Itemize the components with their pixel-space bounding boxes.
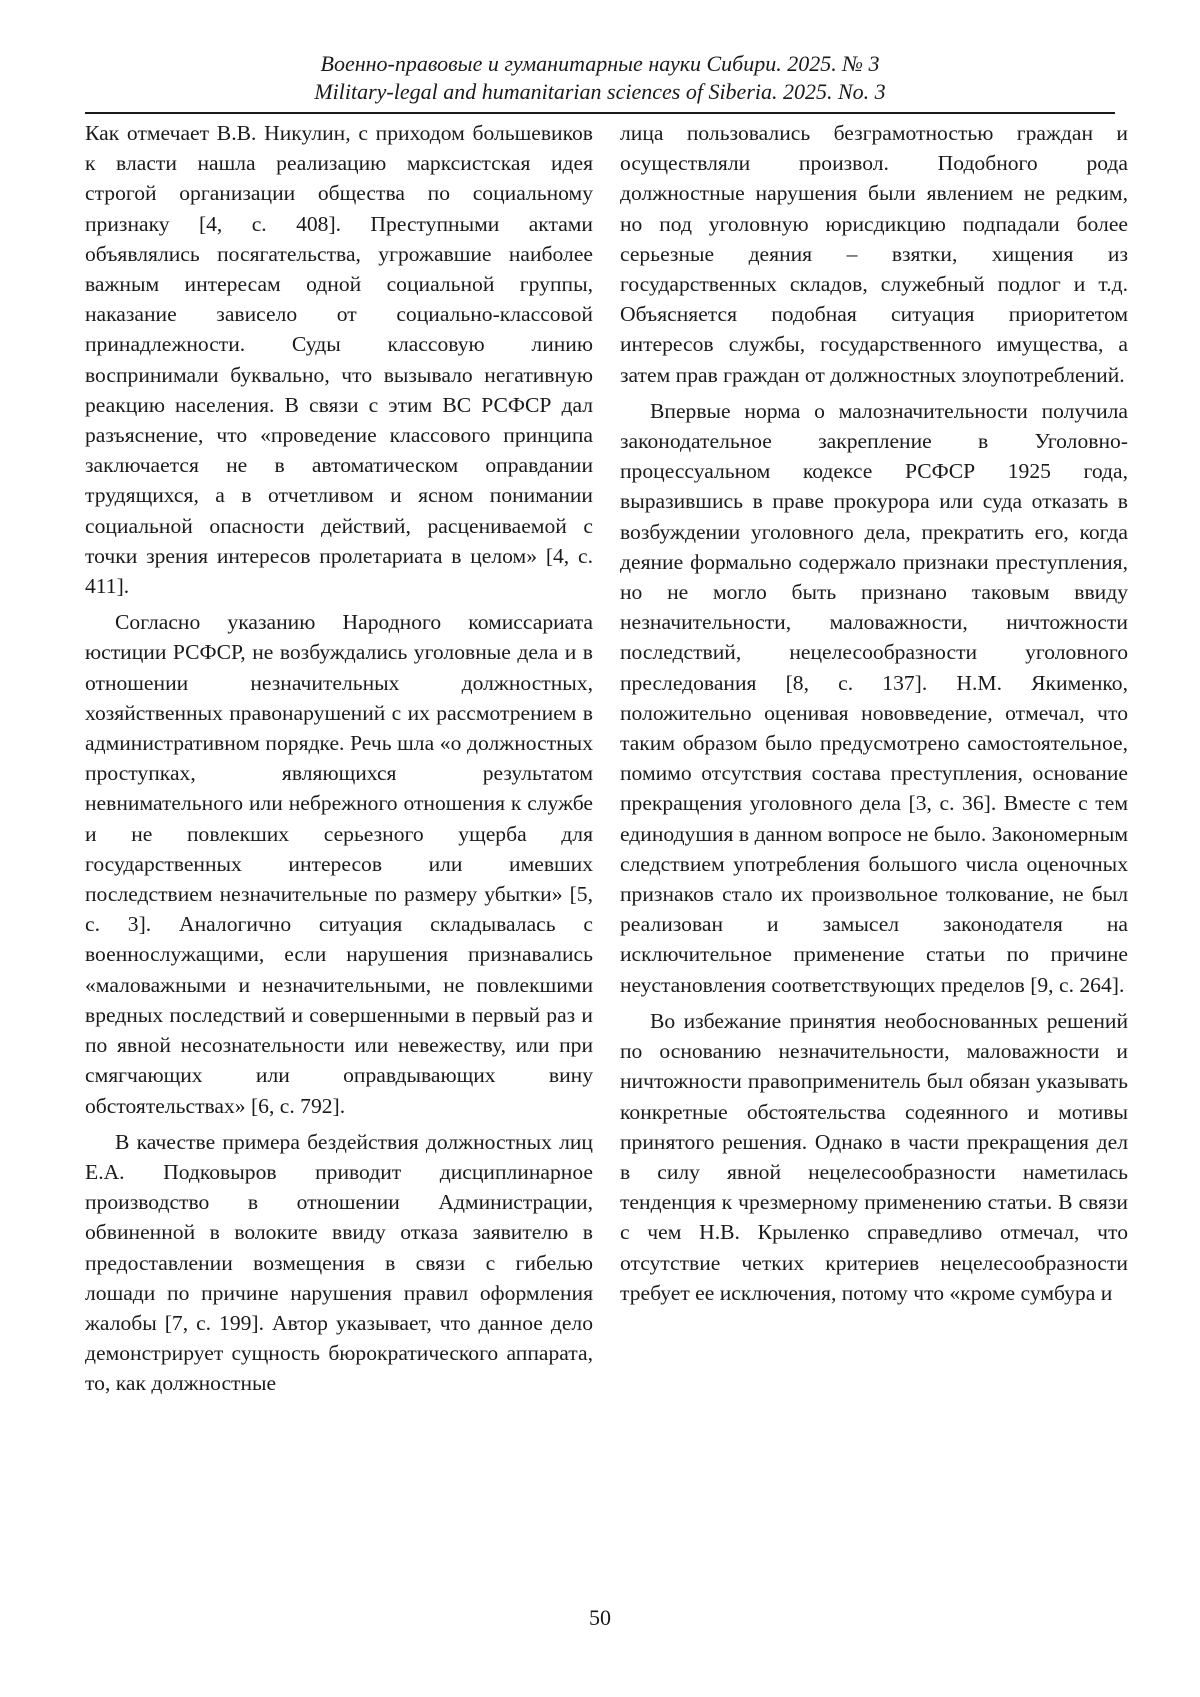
header-title-ru: Военно-правовые и гуманитарные науки Сибири. 2025. № 3 <box>320 51 880 76</box>
right-column <box>620 118 1128 1578</box>
paragraph: Впервые норма о малозначительности получила законодательное закрепление в Уголовно-процессуальном кодексе РСФСР 1925 года, выразившись в праве прокурора или суда отказать в возбуждении уголовного дела, прекратить его, когда деяние формально содержало признаки преступления, но не могло быть признано таковым ввиду незначительности, маловажности, ничтожности последствий, нецелесообразности уголовного преследования [8, с. 137]. Н.М. Якименко, положительно оценивая нововведение, отмечал, что таким образом было предусмотрено самостоятельное, помимо отсутствия состава преступления, основание прекращения уголовного дела [3, с. 36]. Вместе с тем единодушия в данном вопросе не было. Закономерным следствием употребления большого числа оценочных признаков стало их произвольное толкование, не был реализован и замысел законодателя на исключительное применение статьи по причине неустановления соответствующих пределов [9, с. 264]. <box>620 398 1128 997</box>
paragraph: лица пользовались безграмотностью граждан и осуществляли произвол. Подобного рода должностные нарушения были явлением не редким, но под уголовную юрисдикцию подпадали более серьезные деяния – взятки, хищения из государственных складов, служебный подлог и т.д. Объясняется подобная ситуация приоритетом интересов службы, государственного имущества, а затем прав граждан от должностных злоупотреблений. <box>620 121 1128 387</box>
paragraph: Во избежание принятия необоснованных решений по основанию незначительности, маловажности и ничтожности правоприменитель был обязан указывать конкретные обстоятельства содеянного и мотивы принятого решения. Однако в части прекращения дел в силу явной нецелесообразности наметилась тенденция к чрезмерному применению статьи. В связи с чем Н.В. Крыленко справедливо отмечал, что отсутствие четких критериев нецелесообразности требует ее исключения, потому что «кроме сумбура и <box>620 1008 1128 1305</box>
paragraph: Как отмечает В.В. Никулин, с приходом большевиков к власти нашла реализацию марксистская идея строгой организации общества по социальному признаку [4, с. 408]. Преступными актами объявлялись посягательства, угрожавшие наиболее важным интересам одной социальной группы, наказание зависело от социально-классовой принадлежности. Суды классовую линию воспринимали буквально, что вызывало негативную реакцию населения. В связи с этим ВС РСФСР дал разъяснение, что «проведение классового принципа заключается не в автоматическом оправдании трудящихся, а в отчетливом и ясном понимании социальной опасности действий, расцениваемой с точки зрения интересов пролетариата в целом» [4, с. 411]. <box>85 121 593 599</box>
paragraph: В качестве примера бездействия должностных лиц Е.А. Подковыров приводит дисциплинарное производство в отношении Администрации, обвиненной в волоките ввиду отказа заявителю в предоставлении возмещения в связи с гибелью лошади по причине нарушения правил оформления жалобы [7, с. 199]. Автор указывает, что данное дело демонстрирует сущность бюрократического аппарата, то, как должностные <box>85 1129 593 1396</box>
page-number: 50 <box>589 1605 611 1630</box>
header-title-en: Military-legal and humanitarian sciences of Siberia. 2025. No. 3 <box>314 79 886 104</box>
left-column <box>85 118 593 1578</box>
header-divider <box>85 112 1115 114</box>
paragraph: Согласно указанию Народного комиссариата юстиции РСФСР, не возбуждались уголовные дела и в отношении незначительных должностных, хозяйственных правонарушений с их рассмотрением в административном порядке. Речь шла «о должностных проступках, являющихся результатом невнимательного или небрежного отношения к службе и не повлекших серьезного ущерба для государственных интересов или имевших последствием незначительные по размеру убытки» [5, с. 3]. Аналогично ситуация складывалась с военнослужащими, если нарушения признавались «маловажными и незначительными, не повлекшими вредных последствий и совершенными в первый раз и по явной несознательности или невежеству, или при смягчающих или оправдывающих вину обстоятельствах» [6, с. 792]. <box>85 610 593 1118</box>
running-header <box>85 50 1115 106</box>
